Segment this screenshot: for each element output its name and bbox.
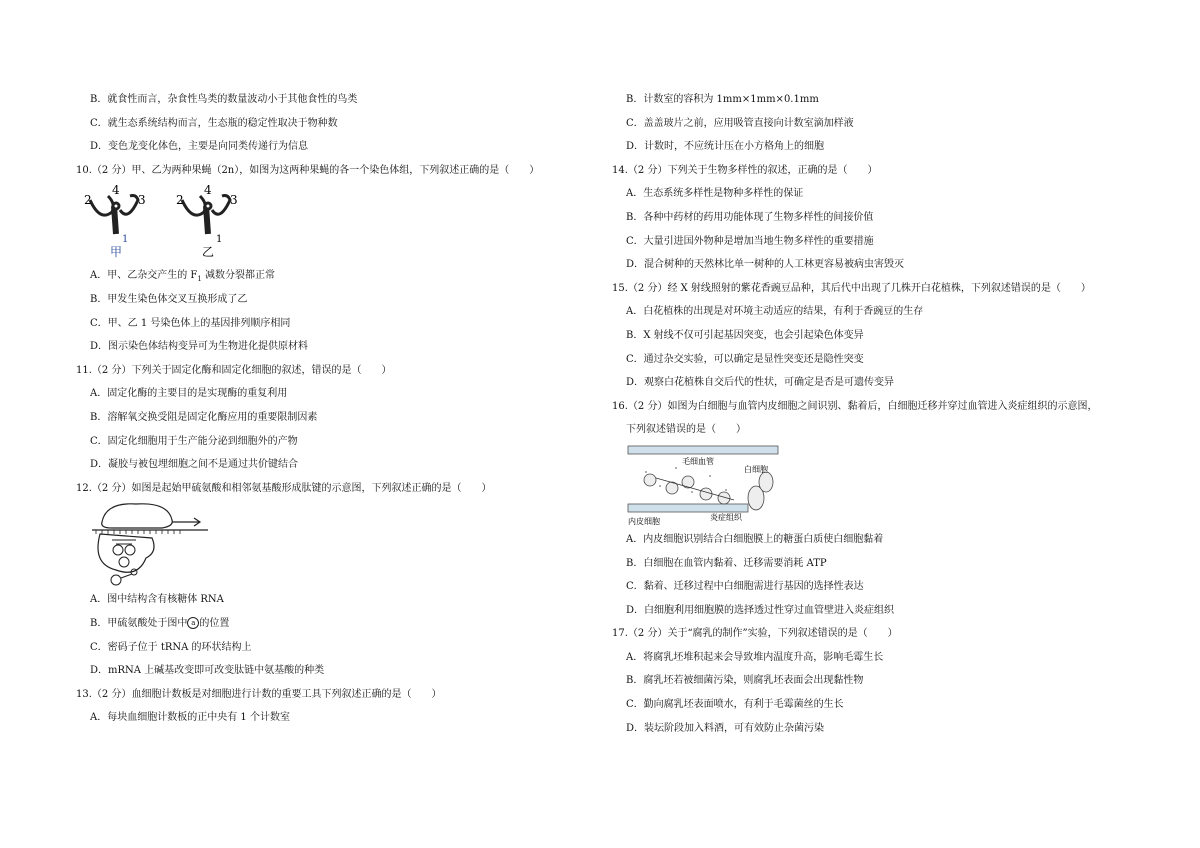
q14-stem: 14.（2 分）下列关于生物多样性的叙述，正确的是（ ） (612, 164, 878, 176)
q17-option-c: C．勤向腐乳坯表面喷水，有利于毛霉菌丝的生长 (626, 699, 844, 711)
amino-acid-a-marker (111, 575, 121, 585)
q10-option-a (76, 264, 586, 288)
q17-option-a: A．将腐乳坯堆积起来会导致堆内温度升高，影响毛霉生长 (626, 651, 884, 663)
q17-stem: 17.（2 分）关于“腐乳的制作”实验，下列叙述错误的是（ ） (612, 628, 898, 640)
q15-stem: 15.（2 分）经 X 射线照射的紫花香豌豆品种，其后代中出现了几株开白花植株，下列叙述错误的是（ ） (612, 282, 1091, 294)
q16-stem-line2: 下列叙述错误的是（ ） (626, 424, 746, 436)
label-white-blood-cell: 白细胞 (744, 464, 768, 474)
label-4: 4 (112, 183, 120, 198)
q9-option-c: C．就生态系统结构而言，生态瓶的稳定性取决于物种数 (90, 117, 338, 129)
q11-option-c: C．固定化细胞用于生产能分泌到细胞外的产物 (90, 435, 298, 447)
q13-option-b: B．计数室的容积为 1mm×1mm×0.1mm (626, 94, 819, 105)
q15-option-b: B．X 射线不仅可引起基因突变，也会引起染色体变异 (626, 329, 864, 341)
vessel-top-wall (628, 446, 778, 454)
q10-option-a-text: A．甲、乙杂交产生的 F (90, 270, 198, 282)
q12-option-b-text-end: 的位置 (199, 617, 230, 629)
f1-subscript: 1 (197, 275, 202, 284)
label-3b: 3 (230, 193, 238, 208)
chromosome-set-jia (90, 196, 138, 235)
q10-chromosome-figure (76, 182, 586, 264)
label-yi: 乙 (202, 245, 215, 260)
q13-option-d: D．计数时，不应统计压在小方格角上的细胞 (626, 141, 825, 153)
q11-stem: 11.（2 分）下列关于固定化酶和固定化细胞的叙述，错误的是（ ） (76, 364, 392, 376)
q10-option-b: B．甲发生染色体交叉互换形成了乙 (90, 293, 248, 305)
q9-option-d: D．变色龙变化体色，主要是向同类传递行为信息 (90, 141, 309, 153)
q12-stem: 12.（2 分）如图是起始甲硫氨酸和相邻氨基酸形成肽键的示意图，下列叙述正确的是（ ） (76, 482, 492, 494)
q12-option-b (76, 612, 586, 636)
q11-option-b: B．溶解氧交换受阻是固定化酶应用的重要限制因素 (90, 411, 318, 423)
label-inflamed-tissue: 炎症组织 (710, 512, 742, 522)
q13-stem: 13.（2 分）血细胞计数板是对细胞进行计数的重要工具下列叙述正确的是（ ） (76, 688, 442, 700)
q14-option-a: A．生态系统多样性是物种多样性的保证 (626, 188, 804, 200)
label-1-jia: 1 (122, 234, 129, 246)
q13-option-c: C．盖盖玻片之前，应用吸管直接向计数室滴加样液 (626, 117, 854, 129)
q12-ribosome-figure (76, 500, 586, 588)
q15-option-a: A．白花植株的出现是对环境主动适应的结果，有利于香豌豆的生存 (626, 306, 924, 318)
label-1-yi: 1 (216, 234, 223, 246)
q14-option-b: B．各种中药材的药用功能体现了生物多样性的间接价值 (626, 211, 874, 223)
q12-option-d: D．mRNA 上碱基改变即可改变肽链中氨基酸的种类 (90, 665, 325, 677)
arrow-icon (172, 518, 200, 526)
q16-option-a: A．内皮细胞识别结合白细胞膜上的糖蛋白质使白细胞黏着 (626, 533, 884, 545)
q10-option-d: D．图示染色体结构变异可为生物进化提供原材料 (90, 341, 309, 353)
label-2b: 2 (176, 193, 184, 208)
q16-option-d: D．白细胞利用细胞膜的选择透过性穿过血管壁进入炎症组织 (626, 604, 895, 616)
q12-option-b-text: B．甲硫氨酸处于图中 (90, 617, 188, 629)
q15-option-d: D．观察白花植株自交后代的性状，可确定是否是可遗传变异 (626, 377, 895, 389)
q15-option-c: C．通过杂交实验，可以确定是显性突变还是隐性突变 (626, 353, 864, 365)
q14-option-d: D．混合树种的天然林比单一树种的人工林更容易被病虫害毁灭 (626, 259, 905, 271)
q16-stem-line1: 16.（2 分）如图为白细胞与血管内皮细胞之间识别、黏着后，白细胞迁移并穿过血管进入炎症组织的示意图， (612, 400, 1098, 412)
q17-option-d: D．装坛阶段加入料酒，可有效防止杂菌污染 (626, 722, 825, 734)
label-capillary: 毛细血管 (682, 456, 714, 466)
q12-option-c: C．密码子位于 tRNA 的环状结构上 (90, 641, 252, 653)
q13-option-a: A．每块血细胞计数板的正中央有 1 个计数室 (90, 712, 290, 724)
q17-option-b: B．腐乳坯若被细菌污染，则腐乳坯表面会出现黏性物 (626, 675, 864, 687)
q10-option-a-text-end: 减数分裂都正常 (201, 270, 275, 282)
chromosome-set-yi (182, 196, 230, 235)
right-column (612, 88, 1132, 740)
q16-option-c: C．黏着、迁移过程中白细胞需进行基因的选择性表达 (626, 581, 864, 593)
q16-option-b: B．白细胞在血管内黏着、迁移需要消耗 ATP (626, 557, 827, 569)
label-jia: 甲 (110, 245, 123, 260)
q16-leukocyte-figure (626, 442, 1132, 528)
q12-option-a: A．图中结构含有核糖体 RNA (90, 594, 224, 606)
circle-a-icon: a (187, 617, 199, 629)
q10-stem: 10.（2 分）甲、乙为两种果蝇（2n），如图为这两种果蝇的各一个染色体组，下列叙述正确的是（ ） (76, 164, 540, 176)
label-endothelial-cell: 内皮细胞 (628, 516, 660, 526)
q11-option-d: D．凝胶与被包埋细胞之间不是通过共价键结合 (90, 459, 299, 471)
q10-option-c: C．甲、乙 1 号染色体上的基因排列顺序相同 (90, 317, 291, 329)
trna-structure (112, 540, 136, 567)
vessel-bottom-wall (628, 504, 748, 512)
q11-option-a: A．固定化酶的主要目的是实现酶的重复利用 (90, 388, 288, 400)
q9-option-b: B．就食性而言，杂食性鸟类的数量波动小于其他食性的鸟类 (90, 94, 358, 105)
left-column (76, 88, 586, 730)
ribosome-large-subunit (102, 504, 173, 528)
label-3: 3 (138, 193, 146, 208)
label-4b: 4 (204, 183, 212, 198)
q14-option-c: C．大量引进国外物种是增加当地生物多样性的重要措施 (626, 235, 874, 247)
label-2: 2 (84, 193, 92, 208)
